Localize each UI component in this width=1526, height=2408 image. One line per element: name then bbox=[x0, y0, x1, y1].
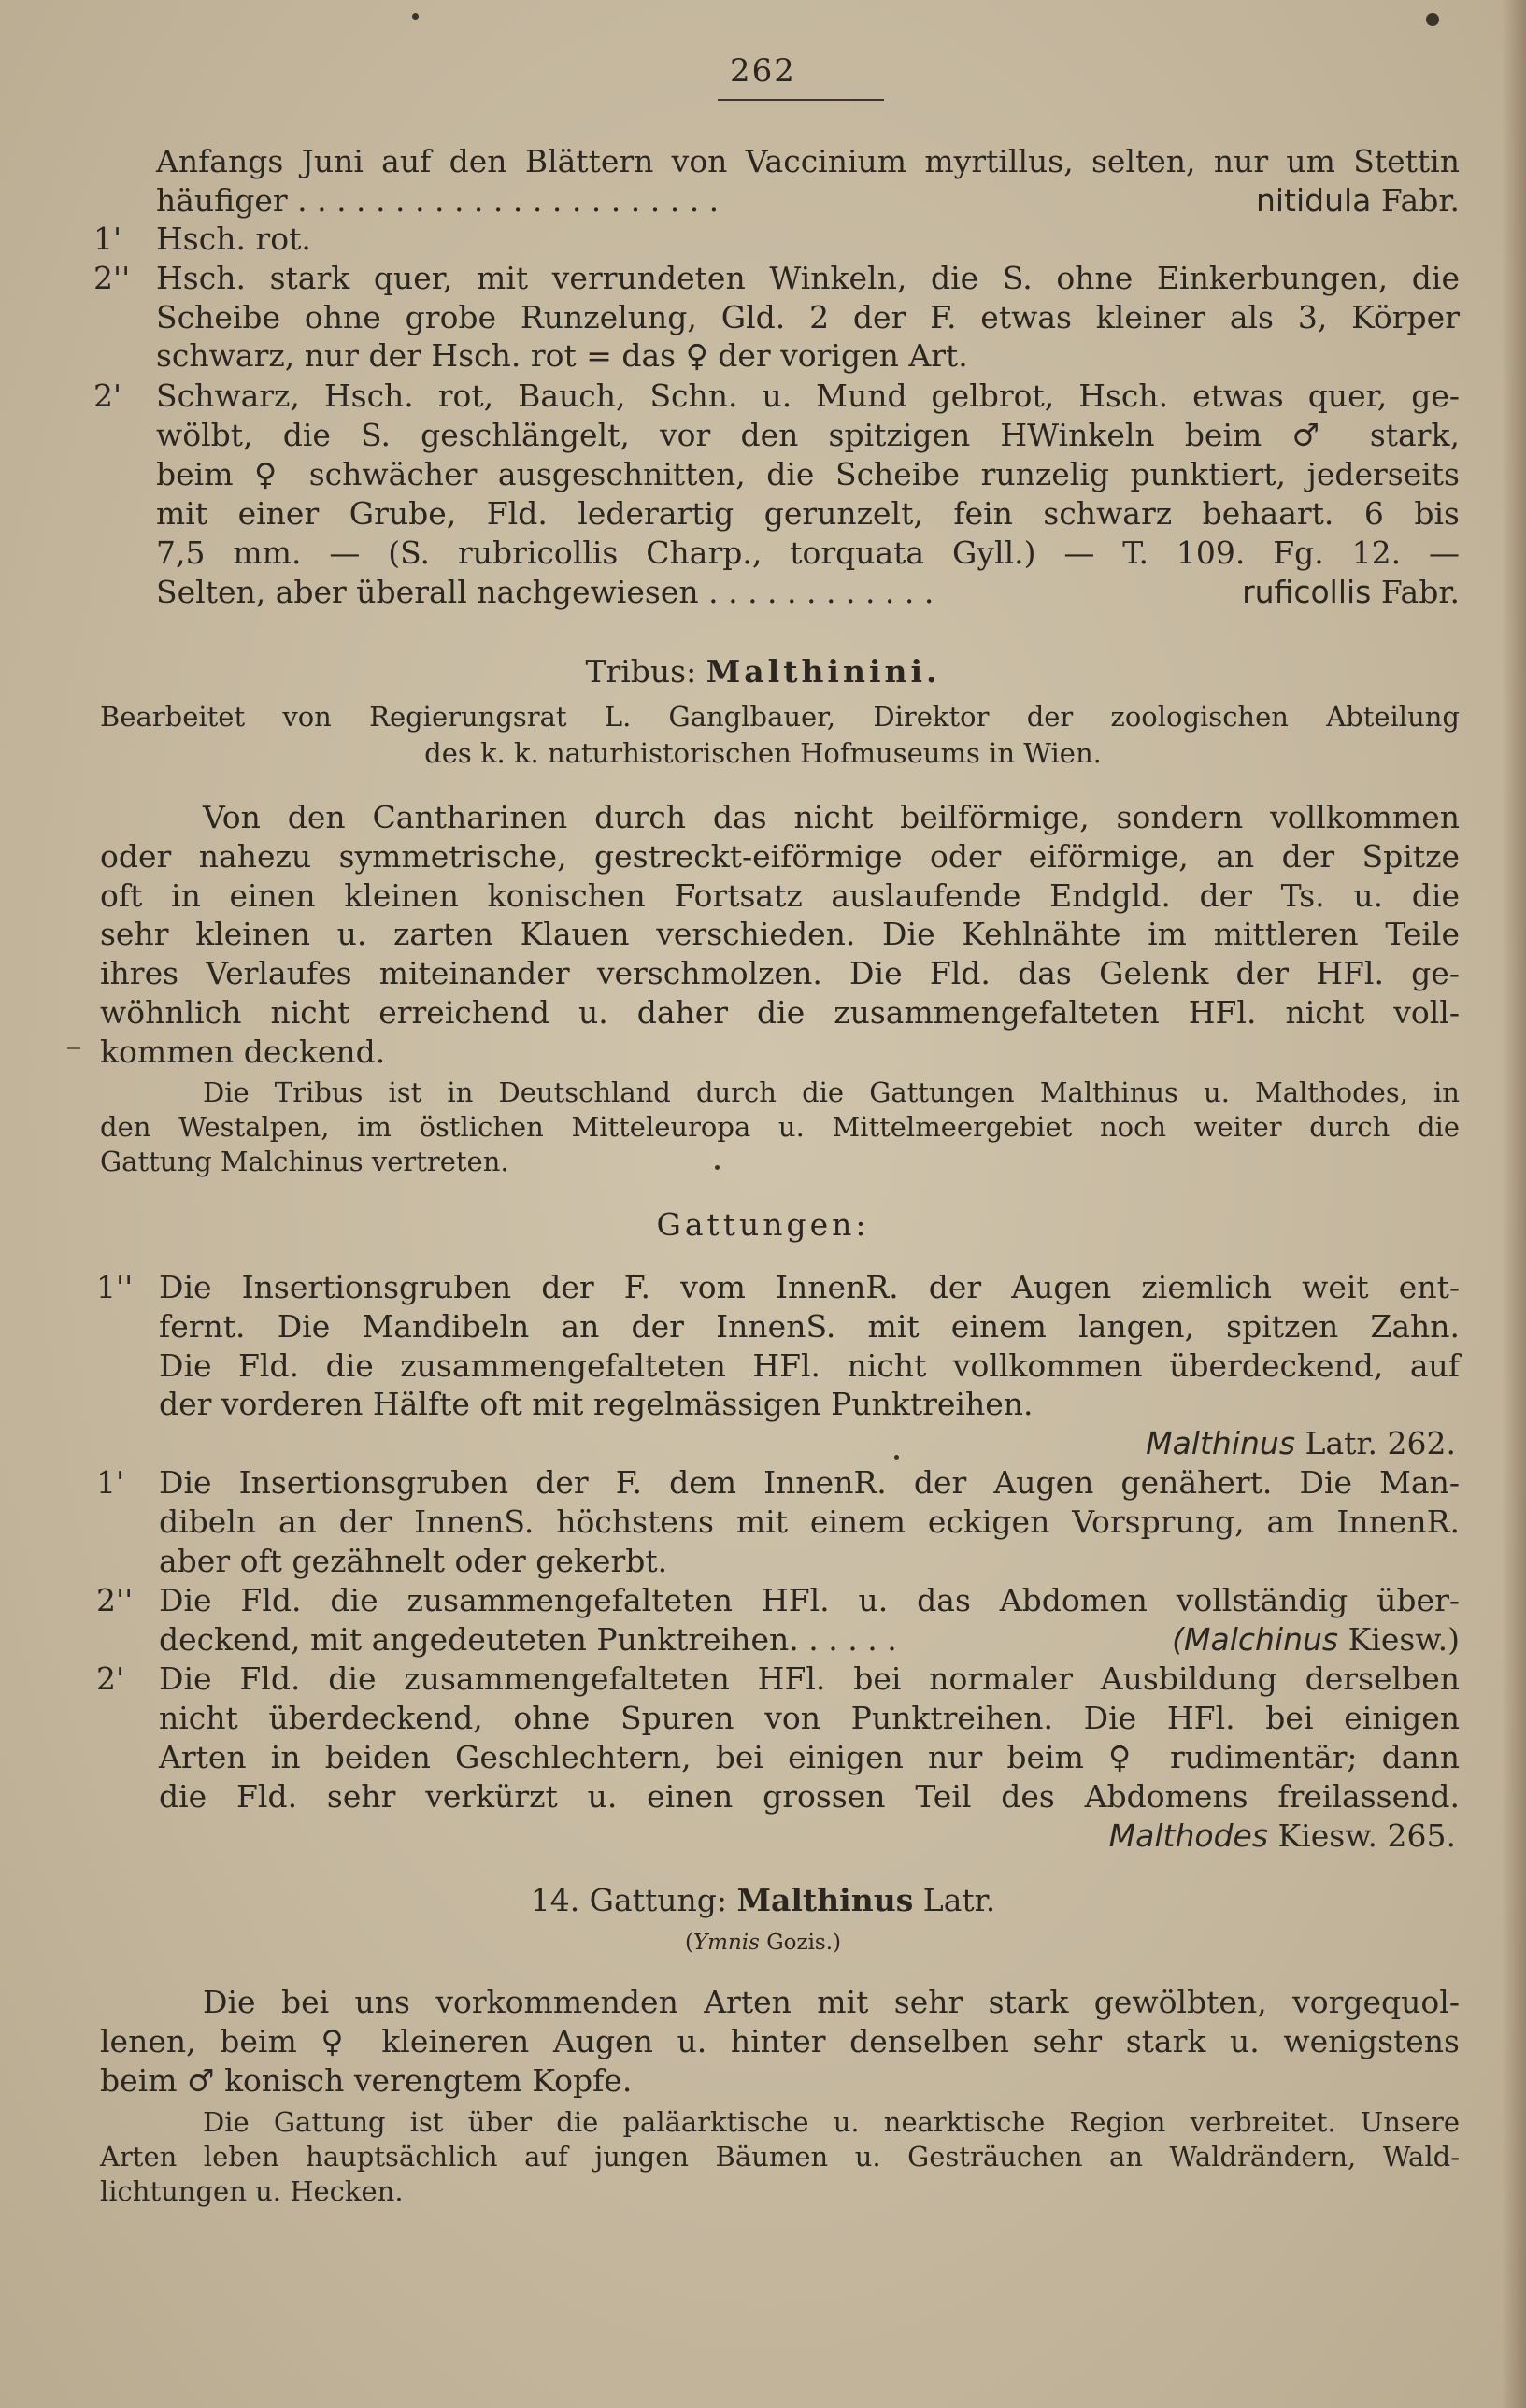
text-line: Scheibe ohne grobe Runzelung, Gld. 2 der F. etwas kleiner als 3, Körper bbox=[156, 299, 1460, 335]
text-line: dibeln an der InnenS. höchstens mit einem eckigen Vorsprung, am InnenR. bbox=[159, 1503, 1460, 1540]
speck bbox=[1426, 13, 1439, 26]
tribus-label: Tribus: bbox=[585, 653, 697, 690]
text-line: Die Insertionsgruben der F. vom InnenR. der Augen ziemlich weit ent- bbox=[159, 1269, 1460, 1305]
text-line: beim ♀ schwächer ausgeschnitten, die Scheibe runzelig punktiert, jederseits bbox=[156, 456, 1460, 492]
text-line: Hsch. stark quer, mit verrundeten Winkeln, die S. ohne Einkerbungen, die bbox=[156, 260, 1460, 296]
key-number: 2'' bbox=[96, 1582, 134, 1618]
text-line: wöhnlich nicht erreichend u. daher die zusammengefalteten HFl. nicht voll- bbox=[100, 994, 1460, 1031]
genus-ref: Latr. 262. bbox=[1305, 1425, 1456, 1461]
small-text-line: den Westalpen, im östlichen Mitteleuropa u. Mittelmeergebiet noch weiter durch die bbox=[100, 1111, 1460, 1143]
key-number: 1' bbox=[93, 221, 122, 257]
text-line: sehr kleinen u. zarten Klauen verschieden. Die Kehlnähte im mittleren Teile bbox=[100, 916, 1460, 952]
small-text-line: Die Tribus ist in Deutschland durch die Gattungen Malthinus u. Malthodes, in bbox=[203, 1076, 1460, 1108]
small-text-line: Die Gattung ist über die paläarktische u. nearktische Region verbreitet. Unsere bbox=[203, 2106, 1460, 2138]
text-line: fernt. Die Mandibeln an der InnenS. mit einem langen, spitzen Zahn. bbox=[159, 1308, 1460, 1345]
text-line: oder nahezu symmetrische, gestreckt-eiförmige oder eiförmige, an der Spitze bbox=[100, 838, 1460, 875]
synonym-author: Gozis. bbox=[766, 1931, 834, 1955]
text-line: 7,5 mm. — (S. rubricollis Charp., torquata Gyll.) — T. 109. Fg. 12. — bbox=[156, 534, 1460, 571]
genus-ref: Kiesw.) bbox=[1348, 1621, 1460, 1658]
text-line: Von den Cantharinen durch das nicht beilförmige, sondern vollkommen bbox=[203, 799, 1460, 835]
text-line bbox=[159, 1620, 1460, 1660]
text-line: wölbt, die S. geschlängelt, vor den spitzigen HWinkeln beim ♂ stark, bbox=[156, 417, 1460, 453]
text-line: Die Fld. die zusammengefalteten HFl. nicht vollkommen überdeckend, auf bbox=[159, 1347, 1460, 1384]
page-edge-shadow bbox=[1502, 0, 1526, 2408]
synonym-name: Ymnis bbox=[692, 1931, 760, 1955]
text-line: oft in einen kleinen konischen Fortsatz auslaufende Endgld. der Ts. u. die bbox=[100, 877, 1460, 914]
text-line: der vorderen Hälfte oft mit regelmässigen Punktreihen. bbox=[159, 1386, 1034, 1422]
small-text-line: Arten leben hauptsächlich auf jungen Bäumen u. Gesträuchen an Waldrändern, Wald- bbox=[100, 2141, 1460, 2173]
text-line: lenen, beim ♀ kleineren Augen u. hinter denselben sehr stark u. wenigstens bbox=[100, 2023, 1460, 2059]
genus-name: Malthinus bbox=[1146, 1425, 1296, 1461]
leader-text: häufiger . . . . . . . . . . . . . . . . . . . . . . bbox=[156, 182, 720, 219]
speck bbox=[894, 1455, 899, 1460]
leader-text: Selten, aber überall nachgewiesen . . . . . . . . . . . . bbox=[156, 574, 934, 610]
species-author: Fabr. bbox=[1380, 574, 1460, 610]
species-author: Fabr. bbox=[1380, 182, 1460, 219]
text-line: Die bei uns vorkommenden Arten mit sehr stark gewölbten, vorgequol- bbox=[203, 1984, 1460, 2020]
tribus-heading bbox=[0, 652, 1526, 691]
text-line: kommen deckend. bbox=[100, 1033, 386, 1070]
genus-heading-prefix: 14. Gattung: bbox=[530, 1882, 727, 1918]
credit-line: des k. k. naturhistorischen Hofmuseums in Wien. bbox=[424, 737, 1102, 769]
gattungen-heading: Gattungen: bbox=[656, 1206, 870, 1243]
text-line: Anfangs Juni auf den Blättern von Vaccinium myrtillus, selten, nur um Stettin bbox=[156, 143, 1460, 179]
text-line: nicht überdeckend, ohne Spuren von Punktreihen. Die HFl. bei einigen bbox=[159, 1700, 1460, 1736]
page-number-rule bbox=[718, 99, 884, 101]
genus-reference bbox=[1109, 1817, 1456, 1856]
text-line: aber oft gezähnelt oder gekerbt. bbox=[159, 1543, 668, 1579]
synonym-line: (Ymnis Gozis.) bbox=[684, 1931, 842, 1955]
page-number: 262 bbox=[730, 52, 796, 90]
small-text-line: Gattung Malchinus vertreten. bbox=[100, 1146, 509, 1177]
genus-heading bbox=[0, 1881, 1526, 1920]
key-number: 1'' bbox=[96, 1269, 134, 1305]
key-number: 2'' bbox=[93, 260, 131, 296]
key-number: 2' bbox=[96, 1660, 125, 1697]
text-line: Die Fld. die zusammengefalteten HFl. bei normaler Ausbildung derselben bbox=[159, 1660, 1460, 1697]
text-line: Die Insertionsgruben der F. dem InnenR. der Augen genähert. Die Man- bbox=[159, 1464, 1460, 1501]
speck bbox=[715, 1165, 720, 1170]
text-line: schwarz, nur der Hsch. rot = das ♀ der vorigen Art. bbox=[156, 337, 968, 374]
leader-text: deckend, mit angedeuteten Punktreihen. . . . . . bbox=[159, 1621, 897, 1658]
genus-heading-name: Malthinus bbox=[736, 1882, 914, 1918]
text-line: Hsch. rot. bbox=[156, 221, 311, 257]
text-line: mit einer Grube, Fld. lederartig gerunzelt, fein schwarz behaart. 6 bis bbox=[156, 495, 1460, 532]
text-line: ihres Verlaufes miteinander verschmolzen. Die Fld. das Gelenk der HFl. ge- bbox=[100, 955, 1460, 991]
credit-line: Bearbeitet von Regierungsrat L. Ganglbauer, Direktor der zoologischen Abteilung bbox=[100, 701, 1460, 733]
tribus-name: Malthinini. bbox=[706, 653, 941, 690]
text-line: Arten in beiden Geschlechtern, bei einigen nur beim ♀ rudimentär; dann bbox=[159, 1739, 1460, 1775]
species-name: nitidula bbox=[1255, 182, 1372, 219]
genus-name: (Malchinus bbox=[1172, 1621, 1339, 1658]
genus-heading-author: Latr. bbox=[922, 1882, 996, 1918]
text-line: Schwarz, Hsch. rot, Bauch, Schn. u. Mund gelbrot, Hsch. etwas quer, ge- bbox=[156, 378, 1460, 414]
text-line bbox=[156, 181, 1460, 221]
text-line: die Fld. sehr verkürzt u. einen grossen Teil des Abdomens freilassend. bbox=[159, 1778, 1460, 1815]
genus-name: Malthodes bbox=[1108, 1817, 1269, 1854]
margin-mark bbox=[67, 1047, 80, 1049]
genus-reference bbox=[1146, 1424, 1456, 1463]
small-text-line: lichtungen u. Hecken. bbox=[100, 2175, 404, 2207]
key-number: 1' bbox=[96, 1464, 125, 1501]
text-line: Die Fld. die zusammengefalteten HFl. u. das Abdomen vollständig über- bbox=[159, 1582, 1460, 1618]
text-line bbox=[156, 573, 1460, 612]
key-number: 2' bbox=[93, 378, 122, 414]
genus-ref: Kiesw. 265. bbox=[1277, 1817, 1456, 1854]
speck bbox=[412, 13, 419, 20]
text-line: beim ♂ konisch verengtem Kopfe. bbox=[100, 2062, 633, 2099]
species-name: ruficollis bbox=[1242, 574, 1372, 610]
